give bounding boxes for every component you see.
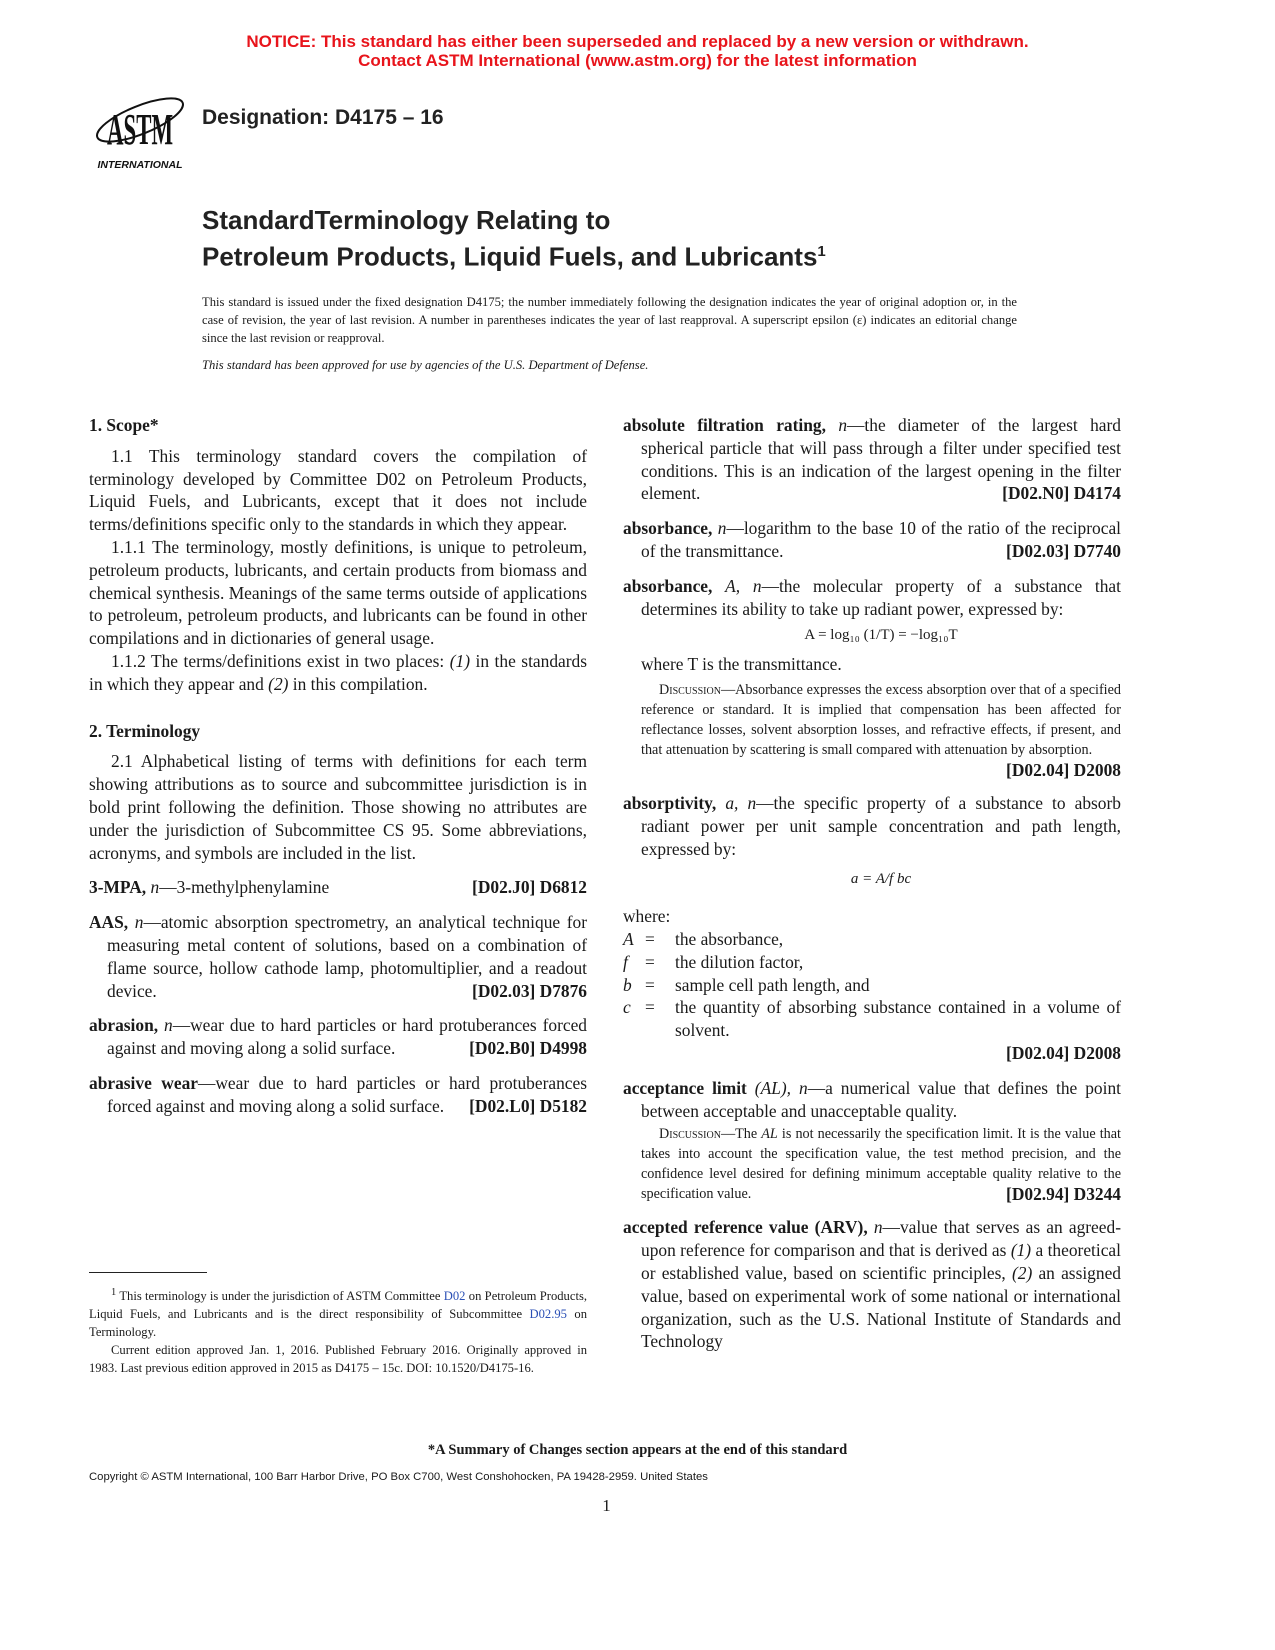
title-line-1: StandardTerminology Relating to [202, 205, 611, 235]
symbol: (AL), [754, 1077, 792, 1098]
equals: = [645, 997, 655, 1018]
title-line-2 [202, 236, 826, 273]
term-entry [89, 876, 587, 899]
where-label: where: [623, 906, 671, 927]
attribution: [D02.03] D7740 [1006, 540, 1121, 561]
discussion-note [623, 680, 1121, 780]
variable-row [623, 974, 1121, 997]
definition: —the molecular property of a substance that determines its ability to take up radiant power, expressed by: [641, 575, 1121, 619]
text: This terminology is under the jurisdiction of ASTM Committee [116, 1289, 444, 1304]
issued-note: This standard is issued under the fixed designation D4175; the number immediately following the designation indicates the year of original adoption or, in the case of revision, the year of last revision. A number in parentheses indicates the year of last reapproval. A superscript epsilon (ε) indicates an editorial change since the last revision or reapproval. [202, 295, 1017, 345]
attribution: [D02.J0] D6812 [472, 877, 587, 898]
notice-line-1: NOTICE: This standard has either been superseded and replaced by a new version or withdrawn. [246, 32, 1029, 51]
term-entry-acceptance-limit [623, 1077, 1121, 1123]
definition: —the diameter of the largest hard spherical particle that will pass through a filter under specified test conditions. This is an indication of the largest opening in the filter element. [641, 415, 1121, 504]
discussion-label: Discussion [659, 681, 721, 698]
text: in the standards in which they appear and [89, 650, 587, 694]
variable: b [623, 974, 632, 995]
term-entry-absorbance-2 [623, 575, 1121, 676]
term: absorbance, [623, 575, 713, 596]
definition: a theoretical or established value, based on scientific principles, [641, 1240, 1121, 1283]
part-of-speech: n [150, 877, 160, 898]
copyright: Copyright © ASTM International, 100 Barr Harbor Drive, PO Box C700, West Conshohocken, PA 19428-2959. United States [89, 1471, 708, 1483]
definition: an assigned value, based on experimental work of some national or international organization, such as the U.S. National Institute of Standards and Technology [641, 1262, 1121, 1352]
term: absolute filtration rating, [623, 415, 826, 435]
enumerator: (2) [1011, 1262, 1033, 1283]
variable: f [623, 951, 628, 972]
discussion-text: —Absorbance expresses the excess absorption over that of a specified reference or standard. It is implied that compensation has been affected for reflectance losses, solvent absorption losses, and refractive effects, if present, and that attenuation by scattering is small compared with attenuation by absorption. [641, 681, 1121, 758]
part-of-speech: n [838, 415, 848, 435]
attribution: [D02.94] D3244 [1006, 1184, 1121, 1205]
equals: = [645, 974, 655, 995]
variable-row [623, 996, 1121, 1042]
text: in this compilation. [288, 673, 428, 694]
variable-description: sample cell path length, and [675, 974, 870, 995]
text: on Terminology. [89, 1307, 588, 1340]
part-of-speech: n [747, 792, 757, 813]
term-entry [89, 911, 587, 1002]
variable-description: the absorbance, [675, 928, 784, 949]
text: (1) [449, 650, 470, 671]
equals: = [645, 928, 655, 949]
subcommittee-d02-95-link[interactable]: D02.95 [529, 1307, 567, 1322]
term: absorptivity, [623, 792, 717, 813]
terminology-heading: 2. Terminology [89, 720, 201, 741]
variable-list [623, 928, 1121, 1042]
footnote-edition: Current edition approved Jan. 1, 2016. Published February 2016. Originally approved in 1983. Last previous edition approved in 2015 as D4175 – 15c. DOI: 10.1520/D4175-16. [89, 1343, 587, 1376]
part-of-speech: n [752, 575, 762, 596]
title-footnote-mark: 1 [817, 243, 826, 260]
committee-d02-link[interactable]: D02 [443, 1289, 466, 1304]
term: abrasive wear [89, 1072, 198, 1093]
term: AAS, [89, 912, 129, 933]
notice-line-2: Contact ASTM International (www.astm.org) for the latest information [358, 51, 917, 70]
terminology-paragraph-2-1: 2.1 Alphabetical listing of terms with definitions for each term showing attributions as to source and subcommittee jurisdiction is in bold print following the definition. Those showing no attributes are under the jurisdiction of Subcommittee CS 95. Some abbreviations, acronyms, and symbols are included in the list. [89, 751, 587, 863]
symbol: a, [725, 792, 739, 813]
attribution: [D02.B0] D4998 [469, 1038, 587, 1059]
document-title [202, 205, 826, 273]
variable: A [623, 928, 634, 949]
term-entry [89, 1072, 587, 1118]
definition: —3-methylphenylamine [159, 877, 330, 898]
right-column [623, 414, 1121, 1365]
variable-row [623, 951, 1121, 974]
definition: —atomic absorption spectrometry, an analytical technique for measuring metal content of solutions, based on a combination of flame source, hollow cathode lamp, photomultiplier, and a readout device. [107, 912, 587, 1001]
term-entry-absolute-filtration-rating [623, 414, 1121, 505]
left-column [89, 414, 587, 1130]
term: acceptance limit [623, 1077, 747, 1098]
part-of-speech: n [134, 912, 144, 933]
variable: c [623, 997, 631, 1018]
variable-description: the dilution factor, [675, 951, 804, 972]
discussion-label: Discussion [659, 1126, 721, 1143]
definition: —wear due to hard particles or hard protuberances forced against and moving along a solid surface. [107, 1072, 587, 1116]
part-of-speech: n [798, 1077, 808, 1098]
scope-heading: 1. Scope* [89, 415, 159, 435]
attribution: [D02.04] D2008 [1006, 1042, 1121, 1063]
astm-logo [90, 80, 190, 172]
definition: —logarithm to the base 10 of the ratio of the reciprocal of the transmittance. [641, 518, 1121, 561]
attribution: [D02.L0] D5182 [469, 1095, 587, 1116]
definition: —value that serves as an agreed-upon reference for comparison and that is derived as [641, 1217, 1121, 1261]
discussion-text: —The [720, 1126, 762, 1143]
text: 1.1.2 The terms/definitions exist in two places: [111, 650, 450, 671]
left-entries [89, 876, 587, 1117]
equals: = [645, 951, 655, 972]
formula: A = log₁₀ (1/T) = −log₁₀T [804, 627, 958, 644]
page-number: 1 [602, 1496, 611, 1515]
approved-note: This standard has been approved for use by agencies of the U.S. Department of Defense. [202, 358, 649, 372]
symbol: A, [725, 575, 741, 596]
discussion-note [623, 1124, 1121, 1204]
formula: a = A/f bc [850, 871, 912, 888]
term: 3-MPA, [89, 877, 147, 898]
term: abrasion, [89, 1015, 159, 1036]
part-of-speech: n [717, 518, 727, 539]
term: accepted reference value (ARV), [623, 1217, 868, 1238]
definition: —the specific property of a substance to absorb radiant power per unit sample concentration and path length, expressed by: [641, 792, 1121, 859]
where-text: where T is the transmittance. [641, 654, 842, 675]
part-of-speech: n [164, 1015, 173, 1036]
definition: —a numerical value that defines the point between acceptable and unacceptable quality. [641, 1077, 1121, 1121]
footnote-mark: 1 [111, 1287, 117, 1298]
attribution: [D02.03] D7876 [472, 980, 587, 1001]
term-entry [89, 1014, 587, 1060]
discussion-text: is not necessarily the specification limit. It is the value that takes into account the specification value, the test method precision, and the confidence level desired for defining minimum acceptable quality relative to the specification value. [641, 1126, 1121, 1203]
footnote-1 [89, 1284, 587, 1341]
scope-paragraph-1-1-1: 1.1.1 The terminology, mostly definitions, is unique to petroleum, petroleum products, lubricants, and certain products from biomass and chemical synthesis. Meanings of the same terms outside of applications to petroleum, petroleum products, and lubricants can be found in other compilations and in dictionaries of general usage. [89, 536, 587, 649]
summary-of-changes-note: *A Summary of Changes section appears at the end of this standard [427, 1442, 848, 1458]
term-entry-absorptivity [623, 792, 1121, 891]
text: on Petroleum Products, Liquid Fuels, and Lubricants and is the direct responsibility of Subcommittee [89, 1289, 587, 1322]
attribution: [D02.N0] D4174 [1002, 483, 1121, 504]
designation: Designation: D4175 – 16 [202, 106, 444, 129]
variable-row [623, 928, 1121, 951]
variable-description: the quantity of absorbing substance contained in a volume of solvent. [675, 997, 1121, 1041]
text: (2) [268, 673, 289, 694]
svg-text:INTERNATIONAL: INTERNATIONAL [97, 159, 183, 171]
svg-text:ASTM: ASTM [107, 105, 173, 154]
scope-paragraph-1-1-2 [89, 650, 587, 696]
term-entry-absorbance-1 [623, 517, 1121, 563]
attribution: [D02.04] D2008 [1006, 759, 1121, 780]
definition: —wear due to hard particles or hard protuberances forced against and moving along a solid surface. [107, 1015, 587, 1059]
title-line-2-text: Petroleum Products, Liquid Fuels, and Lubricants [202, 241, 818, 272]
scope-paragraph-1-1: 1.1 This terminology standard covers the compilation of terminology developed by Committee D02 on Petroleum Products, Liquid Fuels, and Lubricants, except that it does not include terms/definitions specific only to the standards in which they appear. [89, 445, 587, 535]
term-entry-accepted-reference-value [623, 1216, 1121, 1353]
withdrawn-notice [0, 32, 1275, 70]
part-of-speech: n [873, 1217, 883, 1238]
footnote [89, 1284, 587, 1377]
term: absorbance, [623, 518, 713, 539]
symbol: AL [761, 1126, 778, 1143]
enumerator: (1) [1010, 1240, 1032, 1261]
footnote-divider [89, 1272, 207, 1273]
